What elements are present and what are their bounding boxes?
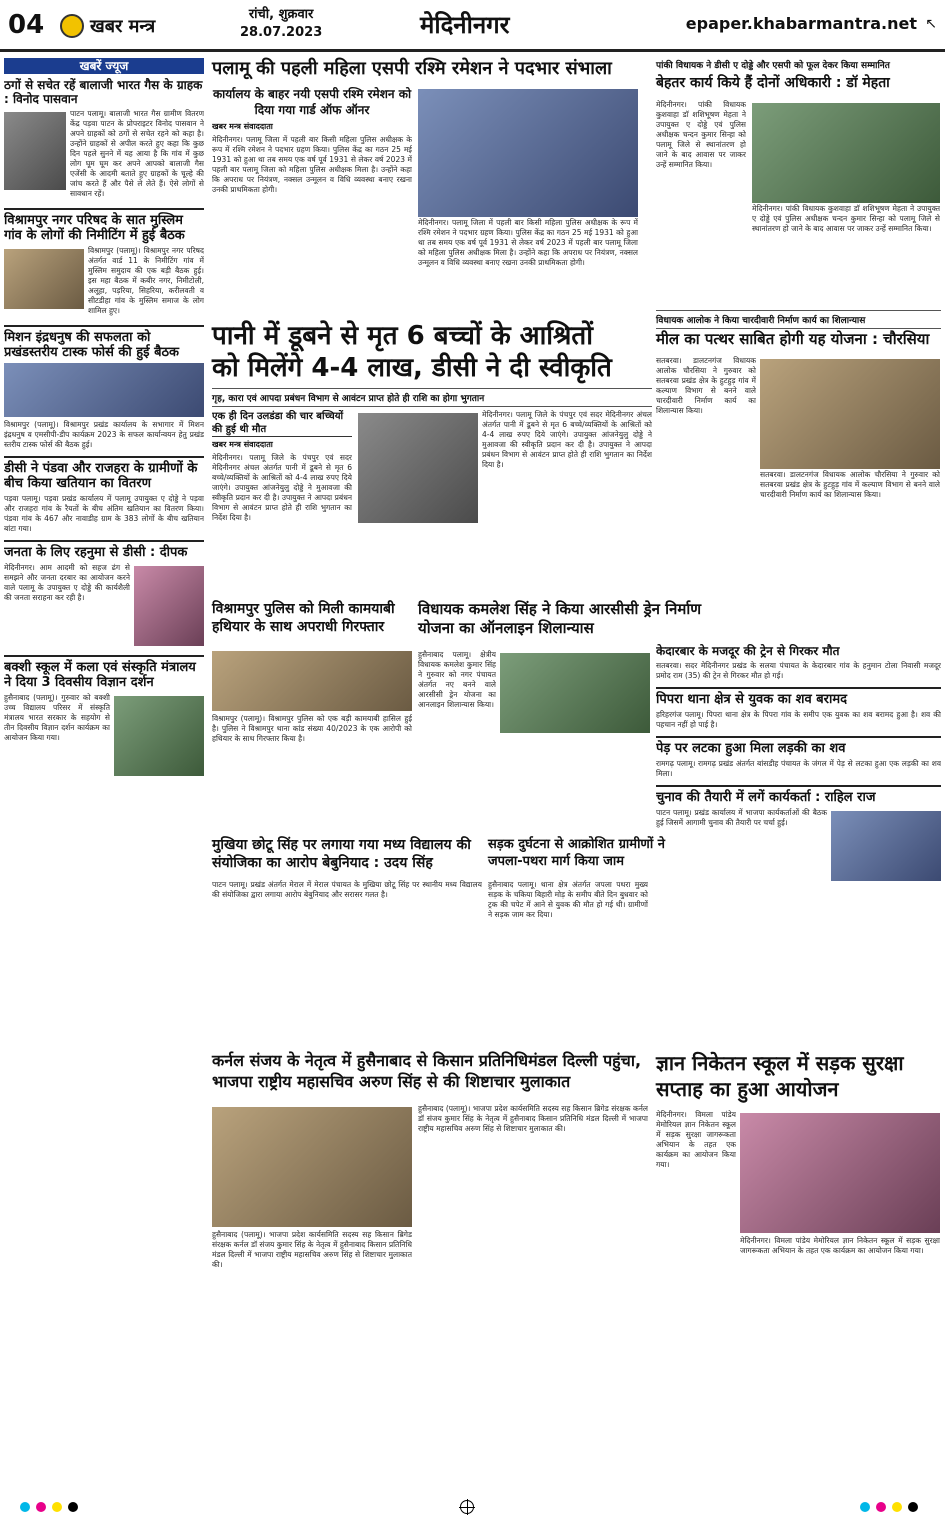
- mukhiya-story: [212, 880, 482, 1040]
- story-body: पड़वा पलामू। पड़वा प्रखंड कार्यालय में पलामू उपायुक्त ए दोड्डे ने पड़वा और राजहरा गांव के रैयतों के बीच अंतिम खतियान का वितरण किया। पंडवा गांव के 467 और नावाडीह ग्राम के 383 लोगों के बीच खतियान बांटा गया।: [4, 494, 204, 533]
- wall-story: [656, 356, 756, 636]
- date: 28.07.2023: [240, 25, 323, 40]
- sp-headline: पलामू की पहली महिला एसपी रश्मि रमेशन ने पदभार संभाला: [212, 58, 612, 79]
- delegation-photo: [212, 1107, 412, 1227]
- story-body: मेदिनीनगर। पांकी विधायक कुशवाहा डॉ शशिभूषण मेहता ने उपायुक्त ए दोड्डे एवं पुलिस अधीक्षक चन्दन कुमार सिन्हा को पलामू जिले से स्थानांतरण हो जाने के बाद आवास पर जाकर उन्हें सम्मानित किया।: [656, 100, 746, 169]
- meeting-photo: [4, 363, 204, 417]
- story-body: हुसैनाबाद (पलामू)। गुरुवार को बक्शी उच्च विद्यालय परिसर में संस्कृति मंत्रालय भारत सरकार के सहयोग से तीन दिवसीय विज्ञान दर्शन कार्यक्रम का आयोजन किया गया।: [4, 693, 110, 742]
- police-headline: विश्रामपुर पुलिस को मिली कामयाबी हथियार के साथ अपराधी गिरफ्तार: [212, 601, 395, 635]
- mla-photo: [752, 103, 940, 203]
- drown-story: [212, 410, 352, 590]
- story-body: मेदिनीनगर। पलामू जिले के पंचपुर एवं सदर मेदिनीनगर अंचल अंतर्गत पानी में डूबने से मृत 6 बच्चे/व्यक्तियों के आश्रितों को 4-4 लाख रुपए दिये जाएंगे। उपायुक्त आंजनेयुलु दोड्डे ने मुआवजा की स्वीकृति प्रदान कर दी है। उपायुक्त ने आपदा प्रबंधन विभाग से आवंटन प्राप्त होते ही राशि भुगतान का निर्देश दिया है।: [482, 410, 652, 469]
- story-body: मेदिनीनगर। पांकी विधायक कुशवाहा डॉ शशिभूषण मेहता ने उपायुक्त ए दोड्डे एवं पुलिस अधीक्षक चन्दन कुमार सिन्हा को पलामू जिले से स्थानांतरण हो जाने के बाद आवास पर जाकर उन्हें सम्मानित किया।: [752, 204, 940, 233]
- story-headline: जनता के लिए रहनुमा से डीसी : दीपक: [4, 540, 204, 560]
- wall-story-continued: [760, 470, 940, 630]
- sp-story: [212, 86, 412, 296]
- story-body: हुसैनाबाद पलामू। थाना क्षेत्र अंतर्गत जपला पथरा मुख्य सड़क के चकिया बिहारी मोड़ के समीप बीते दिन बुधवार को ट्रक की चपेट में आने से युवक की मौत हो गई थी। ग्रामीणों ने सड़क जाम कर दिया।: [488, 880, 648, 919]
- drown-story-continued: [482, 410, 652, 590]
- police-story: [212, 648, 412, 828]
- story-body: पाटन पलामू। बालाजी भारत गैस ग्रामीण वितरण केंद्र पड़वा पाटन के प्रोपराइटर विनोद पासवान ने अपने ग्राहकों को ठगों से सचेत रहने को कहा है। उन्होंने ग्राहकों से अपील करते हुए कहा कि कुछ दिन पहले सुनने में यह आया है कि गांव में कुछ लोग घूम घूम कर अपने आपको बालाजी गैस एजेंसी के आदमी बताते हुए ग्राहकों के चूल्हे की जांच करते हैं और पैसे ले लेते हैं। ऐसे लोगों से सावधान रहें।: [70, 109, 204, 198]
- left-column: [4, 58, 204, 1498]
- meeting-photo: [831, 811, 941, 881]
- mla-story-continued: [752, 204, 940, 304]
- story-body: मेदिनीनगर। पलामू जिले के पंचपुर एवं सदर मेदिनीनगर अंचल अंतर्गत पानी में डूबने से मृत 6 बच्चे/व्यक्तियों के आश्रितों को 4-4 लाख रुपए दिये जाएंगे। उपायुक्त आंजनेयुलु दोड्डे ने मुआवजा की स्वीकृति प्रदान कर दी है। उपायुक्त ने आपदा प्रबंधन विभाग से आवंटन प्राप्त होते ही राशि भुगतान का निर्देश दिया है।: [212, 453, 352, 522]
- mukhiya-headline: मुखिया छोटू सिंह पर लगाया गया मध्य विद्यालय की संयोजिका का आरोप बेबुनियाद : उदय सिंह: [212, 837, 471, 871]
- story-body: रामगढ़ पलामू। रामगढ़ प्रखंड अंतर्गत बांसडीह पंचायत के जंगल में पेड़ से लटका हुआ एक लड़की का शव मिला।: [656, 759, 941, 778]
- drown-headline-line: पानी में डूबने से मृत 6 बच्चों के आश्रितों: [212, 321, 593, 351]
- story-headline: केदारबार के मजदूर की ट्रेन से गिरकर मौत: [656, 644, 840, 658]
- road-headline: सड़क दुर्घटना से आक्रोशित ग्रामीणों ने जपला-पथरा मार्ग किया जाम: [488, 837, 665, 869]
- story-body: विश्रामपुर (पलामू)। विश्रामपुर प्रखंड कार्यालय के सभागार में मिशन इंद्रधनुष व एमसीपी-डीप कार्यक्रम 2023 के सफल कार्यान्वयन हेतु प्रखंड स्तरीय टास्क फोर्स की बैठक हुई।: [4, 420, 204, 449]
- cursor-icon: ↖: [925, 16, 937, 32]
- drain-photo: [500, 653, 650, 733]
- short-news: [656, 640, 941, 1040]
- story-body: विश्रामपुर (पलामू)। विश्रामपुर नगर परिषद अंतर्गत वार्ड 11 के निमीटिंग गांव में मुस्लिम समुदाय की एक बड़ी बैठक हुई। इस महा बैठक में कबीर नगर, निमीटोली, अलूहा, पड़रिया, सिहरिया, करीलवती व सीटडीहा गांव के मुस्लिम समाज के लोग शामिल हुए।: [88, 246, 204, 315]
- story-body: मेदिनीनगर। पलामू जिला में पहली बार किसी महिला पुलिस अधीक्षक के रूप में रश्मि रमेशन ने पदभार ग्रहण किया। पुलिस केंद्र का गठन 25 मई 1931 को हुआ था तब समय एक वर्ष पूर्व 1931 से लेकर वर्ष 2023 में पहली बार पलामू जिला को महिला पुलिस अधीक्षक मिला है। उन्होंने कहा कि अपराध पर नियंत्रण, नक्सल उन्मूलन व विधि व्यवस्था बनाए रखना उनकी प्राथमिकता होगी।: [212, 135, 412, 194]
- story-headline: पिपरा थाना क्षेत्र से युवक का शव बरामद: [656, 687, 941, 707]
- story-headline: डीसी ने पंडवा और राजहरा के ग्रामीणों के बीच किया खतियान का वितरण: [4, 456, 204, 491]
- registration-dot: [908, 1502, 918, 1512]
- registration-dot: [860, 1502, 870, 1512]
- logo-icon: [60, 14, 84, 38]
- wall-banner: विधायक आलोक ने किया चारदीवारी निर्माण कार्य का शिलान्यास: [656, 310, 941, 329]
- school-photo: [114, 696, 204, 776]
- byline: खबर मन्त्र संवाददाता: [212, 122, 273, 131]
- registration-dot: [876, 1502, 886, 1512]
- story-headline: विश्रामपुर नगर परिषद के सात मुस्लिम गांव के लोगों की निमीटिंग में हुई बैठक: [4, 208, 204, 243]
- brand-name: खबर मन्त्र: [90, 16, 156, 37]
- story-body: विश्रामपुर (पलामू)। विश्रामपुर पुलिस को एक बड़ी कामयाबी हासिल हुई है। पुलिस ने विश्रामपुर थाना कांड संख्या 40/2023 के एक आरोपी को हथियार के साथ गिरफ्तार किया है।: [212, 714, 412, 743]
- story-headline: पेड़ पर लटका हुआ मिला लड़की का शव: [656, 736, 941, 756]
- registration-dot: [68, 1502, 78, 1512]
- story-body: हरिहरगंज पलामू। पिपरा थाना क्षेत्र के पिपरा गांव के समीप एक युवक का शव बरामद हुआ है। शव की पहचान नहीं हो पाई है।: [656, 710, 941, 729]
- registration-target-icon: [460, 1500, 474, 1514]
- story-body: सतबरवा। डालटनगंज विधायक आलोक चौरसिया ने गुरुवार को सतबरवा प्रखंड क्षेत्र के हुटहुड़ गांव में कल्याण विभाग से बनने वाले चारदीवारी निर्माण कार्य का शिलान्यास किया।: [760, 470, 940, 499]
- story-body: हुसैनाबाद (पलामू)। भाजपा प्रदेश कार्यसमिति सदस्य सह किसान ब्रिगेड संरक्षक कर्नल डॉ संजय कुमार सिंह के नेतृत्व में हुसैनाबाद किसान प्रतिनिधि मंडल दिल्ली में भाजपा राष्ट्रीय महासचिव अरुण सिंह से शिष्टाचार मुलाकात की।: [212, 1230, 412, 1269]
- registration-dot: [20, 1502, 30, 1512]
- mla-banner: पांकी विधायक ने डीसी ए दोड्डे और एसपी को फूल देकर किया सम्मानित: [656, 61, 890, 71]
- story-body: पाटन पलामू। प्रखंड कार्यालय में भाजपा कार्यकर्ताओं की बैठक हुई जिसमें आगामी चुनाव की तैयारी पर चर्चा हुई।: [656, 808, 827, 827]
- sp-story-continued: [418, 218, 638, 308]
- dateline: [240, 6, 322, 42]
- drown-sidebox: एक ही दिन उलडंडा की चार बच्चियों की हुई थी मौत: [212, 410, 352, 437]
- story-body: मेदिनीनगर। आम आदमी को सहज ढंग से समझने और जनता दरबार का आयोजन करने वाले पलामू के उपायुक्त ए दोड्डे की कार्यशैली की जनता सराहना कर रही है।: [4, 563, 130, 602]
- section-strip: खबरें ज्यूज: [4, 58, 204, 74]
- story-headline: ठगों से सचेत रहें बालाजी भारत गैस के ग्राहक : विनोद पासवान: [4, 78, 203, 106]
- story-body: मेदिनीनगर। विमला पांडेय मेमोरियल ज्ञान निकेतन स्कूल में सड़क सुरक्षा जागरूकता अभियान के तहत एक कार्यक्रम का आयोजन किया गया।: [740, 1236, 940, 1255]
- edition-name: मेदिनीनगर: [420, 11, 510, 39]
- story-body: हुसैनाबाद (पलामू)। भाजपा प्रदेश कार्यसमिति सदस्य सह किसान ब्रिगेड संरक्षक कर्नल डॉ संजय कुमार सिंह के नेतृत्व में हुसैनाबाद किसान प्रतिनिधि मंडल दिल्ली में भाजपा राष्ट्रीय महासचिव अरुण सिंह से शिष्टाचार मुलाकात की।: [418, 1104, 648, 1133]
- mla-headline: बेहतर कार्य किये हैं दोनों अधिकारी : डॉ मेहता: [656, 75, 890, 91]
- drain-story: [418, 650, 496, 820]
- masthead: [0, 0, 945, 52]
- story-body: पाटन पलामू। प्रखंड अंतर्गत मेराल में मेराल पंचायत के मुखिया छोटू सिंह पर स्थानीय मध्य विद्यालय की संयोजिका द्वारा लगाया आरोप बेबुनियाद और सरासर गलत है।: [212, 880, 482, 899]
- karnal-headline: कर्नल संजय के नेतृत्व में हुसैनाबाद से किसान प्रतिनिधिमंडल दिल्ली पहुंचा, भाजपा राष्ट्रीय महासचिव अरुण सिंह से की शिष्टाचार मुलाकात: [212, 1051, 642, 1091]
- karnal-story-continued: [212, 1230, 412, 1490]
- drown-headline: [212, 320, 652, 384]
- page-number: 04: [8, 10, 45, 40]
- police-photo: [212, 651, 412, 711]
- story-body: सतबरवा। सदर मेदिनीनगर प्रखंड के सलया पंचायत के केदारबार गांव के हनुमान टोला निवासी मजदूर प्रमोद राम (35) की ट्रेन से गिरकर मौत हो गई।: [656, 661, 941, 680]
- story-body: सतबरवा। डालटनगंज विधायक आलोक चौरसिया ने गुरुवार को सतबरवा प्रखंड क्षेत्र के हुटहुड़ गांव में कल्याण विभाग से बनने वाले चारदीवारी निर्माण कार्य का शिलान्यास किया।: [656, 356, 756, 415]
- drown-deck: गृह, कारा एवं आपदा प्रबंधन विभाग से आवंटन प्राप्त होते ही राशि का होगा भुगतान: [212, 388, 652, 407]
- portrait-photo: [4, 112, 66, 190]
- story-headline: बक्शी स्कूल में कला एवं संस्कृति मंत्रालय ने दिया 3 दिवसीय विज्ञान दर्शन: [4, 655, 204, 690]
- registration-dot: [52, 1502, 62, 1512]
- city-day: रांची, शुक्रवार: [248, 7, 314, 22]
- meeting-photo: [4, 249, 84, 309]
- registration-dot: [892, 1502, 902, 1512]
- road-story: [488, 880, 648, 1040]
- story-headline: चुनाव की तैयारी में लगें कार्यकर्ता : राहिल राज: [656, 785, 941, 805]
- school-headline: ज्ञान निकेतन स्कूल में सड़क सुरक्षा सप्ताह का हुआ आयोजन: [656, 1051, 904, 1101]
- story-body: हुसैनाबाद पलामू। क्षेत्रीय विधायक कमलेश कुमार सिंह ने गुरुवार को नगर पंचायत अंतर्गत नए बनने वाले आरसीसी ड्रेन योजना का आनलाइन शिलान्यास किया।: [418, 650, 496, 709]
- sp-deck: कार्यालय के बाहर नयी एसपी रश्मि रमेशन को दिया गया गार्ड ऑफ ऑनर: [212, 87, 412, 117]
- drown-headline-line: को मिलेंगे 4-4 लाख, डीसी ने दी स्वीकृति: [212, 353, 612, 383]
- story-body: मेदिनीनगर। पलामू जिला में पहली बार किसी महिला पुलिस अधीक्षक के रूप में रश्मि रमेशन ने पदभार ग्रहण किया। पुलिस केंद्र का गठन 25 मई 1931 को हुआ था तब समय एक वर्ष पूर्व 1931 से लेकर वर्ष 2023 में पहली बार पलामू जिला को महिला पुलिस अधीक्षक मिला है। उन्होंने कहा कि अपराध पर नियंत्रण, नक्सल उन्मूलन व विधि व्यवस्था बनाए रखना उनकी प्राथमिकता होगी।: [418, 218, 638, 267]
- story-body: मेदिनीनगर। विमला पांडेय मेमोरियल ज्ञान निकेतन स्कूल में सड़क सुरक्षा जागरूकता अभियान के तहत एक कार्यक्रम का आयोजन किया गया।: [656, 1110, 736, 1169]
- mla-story: [656, 100, 746, 300]
- school-story: [656, 1110, 736, 1490]
- karnal-story: [418, 1104, 648, 1489]
- award-photo: [134, 566, 204, 646]
- wall-photo: [760, 359, 940, 469]
- byline: खबर मन्त्र संवाददाता: [212, 440, 273, 449]
- sp-photo: [418, 89, 638, 217]
- school-story-continued: [740, 1236, 940, 1490]
- school-photo: [740, 1113, 940, 1233]
- registration-dot: [36, 1502, 46, 1512]
- drain-headline: विधायक कमलेश सिंह ने किया आरसीसी ड्रेन निर्माण योजना का ऑनलाइन शिलान्यास: [418, 600, 702, 637]
- wall-headline: मील का पत्थर साबित होगी यह योजना : चौरसिया: [656, 330, 930, 348]
- website-link[interactable]: epaper.khabarmantra.net: [685, 14, 917, 33]
- story-headline: मिशन इंद्रधनुष की सफलता को प्रखंडस्तरीय टास्क फोर्स की हुई बैठक: [4, 325, 204, 360]
- dc-photo: [358, 413, 478, 523]
